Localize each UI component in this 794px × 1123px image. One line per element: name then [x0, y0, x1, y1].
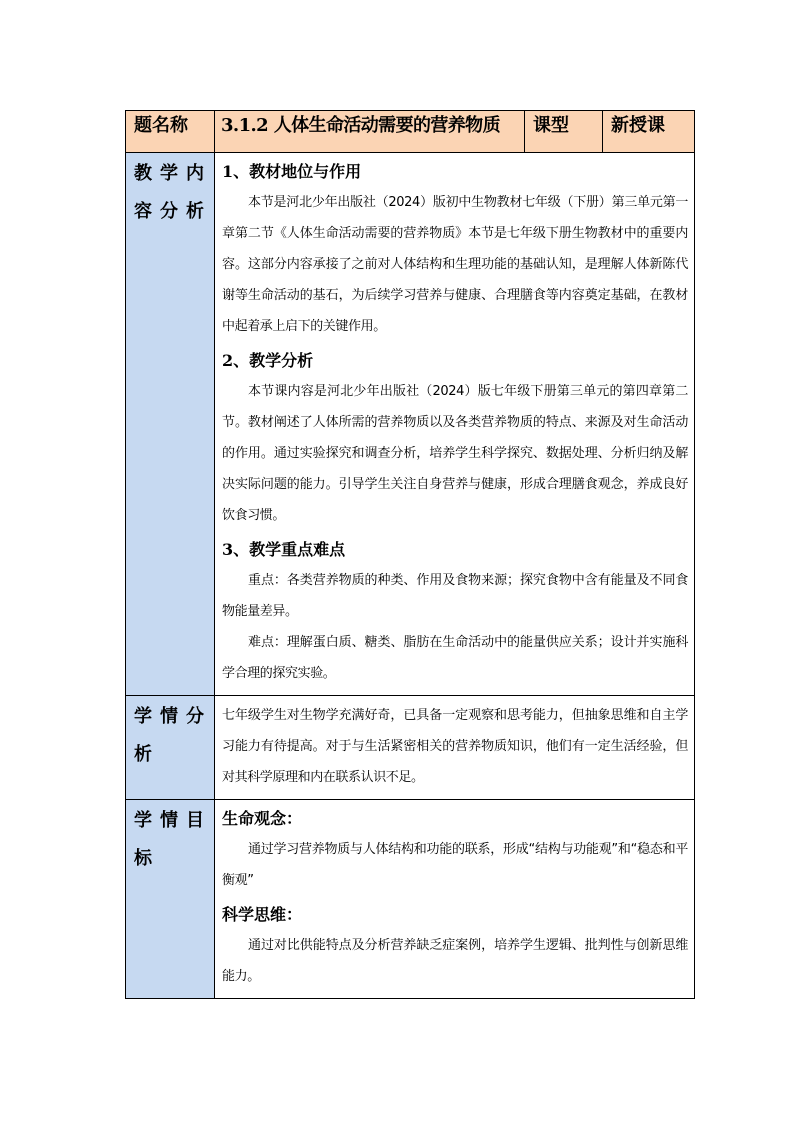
section-title: 科学思维： [222, 905, 303, 924]
paragraph: 难点：理解蛋白质、糖类、脂肪在生命活动中的能量供应关系；设计并实施科学合理的探究实验。 [222, 635, 688, 681]
content-analysis-label: 教学内容分析 [126, 153, 215, 696]
learning-goals-body [215, 800, 695, 999]
header-row [126, 111, 695, 153]
learner-analysis-label: 学情分析 [126, 696, 215, 800]
learning-goals-row [126, 800, 695, 999]
paragraph: 重点：各类营养物质的种类、作用及食物来源；探究食物中含有能量及不同食物能量差异。 [222, 573, 688, 619]
learning-goals-label: 学情目标 [126, 800, 215, 999]
learner-analysis-body [215, 696, 695, 800]
paragraph: 本节是河北少年出版社（2024）版初中生物教材七年级（下册）第三单元第一章第二节《人体生命活动需要的营养物质》本节是七年级下册生物教材中的重要内容。这部分内容承接了之前对人体结构和生理功能的基础认知，是理解人体新陈代谢等生命活动的基石，为后续学习营养与健康、合理膳食等内容奠定基础，在教材中起着承上启下的关键作用。 [222, 195, 688, 334]
content-analysis-row [126, 153, 695, 696]
content-analysis-body [215, 153, 695, 696]
section-title: 3、教学重点难点 [222, 540, 346, 559]
lesson-plan-table [125, 110, 695, 999]
learner-analysis-row [126, 696, 695, 800]
paragraph: 通过对比供能特点及分析营养缺乏症案例，培养学生逻辑、批判性与创新思维能力。 [222, 938, 688, 984]
header-label-name: 题名称 [126, 111, 215, 153]
section-title: 2、教学分析 [222, 351, 314, 370]
section-title: 1、教材地位与作用 [222, 162, 362, 181]
lesson-title: 3.1.2 人体生命活动需要的营养物质 [215, 111, 525, 153]
paragraph: 七年级学生对生物学充满好奇，已具备一定观察和思考能力，但抽象思维和自主学习能力有待提高。对于与生活紧密相关的营养物质知识，他们有一定生活经验，但对其科学原理和内在联系认识不足。 [222, 708, 688, 785]
paragraph: 通过学习营养物质与人体结构和功能的联系，形成“结构与功能观”和“稳态和平衡观” [222, 842, 688, 888]
paragraph: 本节课内容是河北少年出版社（2024）版七年级下册第三单元的第四章第二节。教材阐述了人体所需的营养物质以及各类营养物质的特点、来源及对生命活动的作用。通过实验探究和调查分析，培养学生科学探究、数据处理、分析归纳及解决实际问题的能力。引导学生关注自身营养与健康，形成合理膳食观念，养成良好饮食习惯。 [222, 384, 688, 523]
header-label-type: 课型 [525, 111, 603, 153]
lesson-type-value: 新授课 [603, 111, 695, 153]
section-title: 生命观念： [222, 809, 303, 828]
